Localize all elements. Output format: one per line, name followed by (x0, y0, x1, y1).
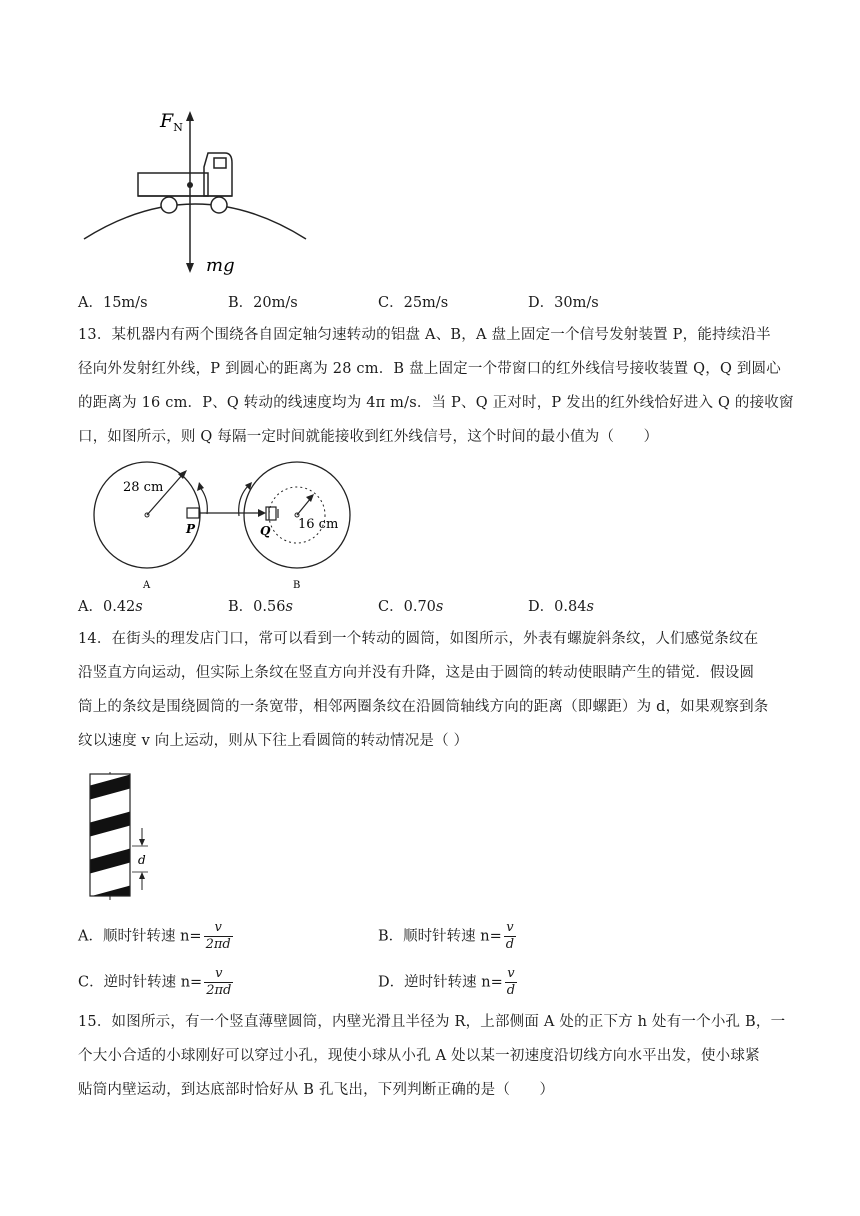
rotation-arrow-b (239, 486, 248, 516)
striped-cylinder-figure (82, 772, 162, 900)
receiver-q (266, 507, 278, 520)
fraction: $\frac{v}{d}$ (505, 920, 515, 952)
q14-option-a[interactable]: A．顺时针转速 n= $\frac{v}{2\pi d}$ (78, 920, 231, 952)
q13-option-a[interactable]: A．0.42s (78, 599, 143, 615)
q14-option-b[interactable]: B．顺时针转速 n= $\frac{v}{d}$ (378, 920, 515, 952)
q15-line-1: 15．如图所示，有一个竖直薄壁圆筒，内壁光滑且半径为 R，上部侧面 A 处的正下方 h 处有一个小孔 B，一 (78, 1014, 786, 1030)
disk-a-label: A (143, 580, 151, 591)
helical-stripes (88, 774, 132, 900)
point-p-label: P (186, 522, 196, 536)
q14-line-3: 筒上的条纹是围绕圆筒的一条宽带，相邻两圈条纹在沿圆筒轴线方向的距离（即螺距）为 d，如果观察到条 (78, 699, 769, 715)
q15-stem (78, 1005, 798, 1107)
q13-line-4: 口，如图所示，则 Q 每隔一定时间就能接收到红外线信号，这个时间的最小值为（ ） (78, 429, 659, 445)
normal-force-label: $F_N$ (160, 110, 183, 134)
q13-option-c[interactable]: C．0.70s (378, 599, 444, 615)
q13-line-2: 径向外发射红外线，P 到圆心的距离为 28 cm．B 盘上固定一个带窗口的红外线信号接收装置 Q，Q 到圆心 (78, 361, 781, 377)
radius-b-label: 16 cm (298, 517, 339, 532)
fraction: $\frac{v}{2\pi d}$ (206, 966, 232, 998)
q13-option-b[interactable]: B．0.56s (228, 599, 293, 615)
q12-option-d[interactable]: D．30m/s (528, 295, 599, 311)
fraction: $\frac{v}{2\pi d}$ (205, 920, 231, 952)
q12-option-c[interactable]: C．25m/s (378, 295, 449, 311)
q14-line-2: 沿竖直方向运动，但实际上条纹在竖直方向并没有升降，这是由于圆筒的转动使眼睛产生的错觉．假设圆 (78, 665, 755, 681)
truck-on-hill-figure (80, 105, 320, 285)
point-q-label: Q (260, 524, 271, 538)
radius-a-label: 28 cm (123, 480, 164, 495)
disk-b-label: B (293, 580, 301, 591)
q13-stem (78, 318, 798, 454)
hill-curve (84, 204, 306, 239)
q15-line-2: 个大小合适的小球刚好可以穿过小孔，现使小球从小孔 A 处以某一初速度沿切线方向水平出发，使小球紧 (78, 1048, 760, 1064)
q14-stem (78, 622, 798, 758)
two-disks-figure (85, 458, 365, 594)
q14-option-c[interactable]: C．逆时针转速 n= $\frac{v}{2\pi d}$ (78, 966, 232, 998)
q14-line-1: 14．在街头的理发店门口，常可以看到一个转动的圆筒，如图所示，外表有螺旋斜条纹，人们感觉条纹在 (78, 631, 759, 647)
pitch-label: d (138, 853, 146, 867)
gravity-label: mg (206, 255, 235, 276)
fraction: $\frac{v}{d}$ (506, 966, 516, 998)
q13-line-3: 的距离为 16 cm．P、Q 转动的线速度均为 4π m/s．当 P、Q 正对时，P 发出的红外线恰好进入 Q 的接收窗 (78, 395, 794, 411)
q12-option-b[interactable]: B．20m/s (228, 295, 298, 311)
q15-line-3: 贴筒内壁运动，到达底部时恰好从 B 孔飞出，下列判断正确的是（ ） (78, 1082, 555, 1098)
emitter-p (187, 508, 199, 518)
q14-option-d[interactable]: D．逆时针转速 n= $\frac{v}{d}$ (378, 966, 516, 998)
q12-option-a[interactable]: A．15m/s (78, 295, 148, 311)
q14-line-4: 纹以速度 v 向上运动，则从下往上看圆筒的转动情况是（ ） (78, 733, 469, 749)
q13-option-d[interactable]: D．0.84s (528, 599, 594, 615)
q13-line-1: 13．某机器内有两个围绕各自固定轴匀速转动的铝盘 A、B，A 盘上固定一个信号发射装置 P，能持续沿半 (78, 327, 771, 343)
